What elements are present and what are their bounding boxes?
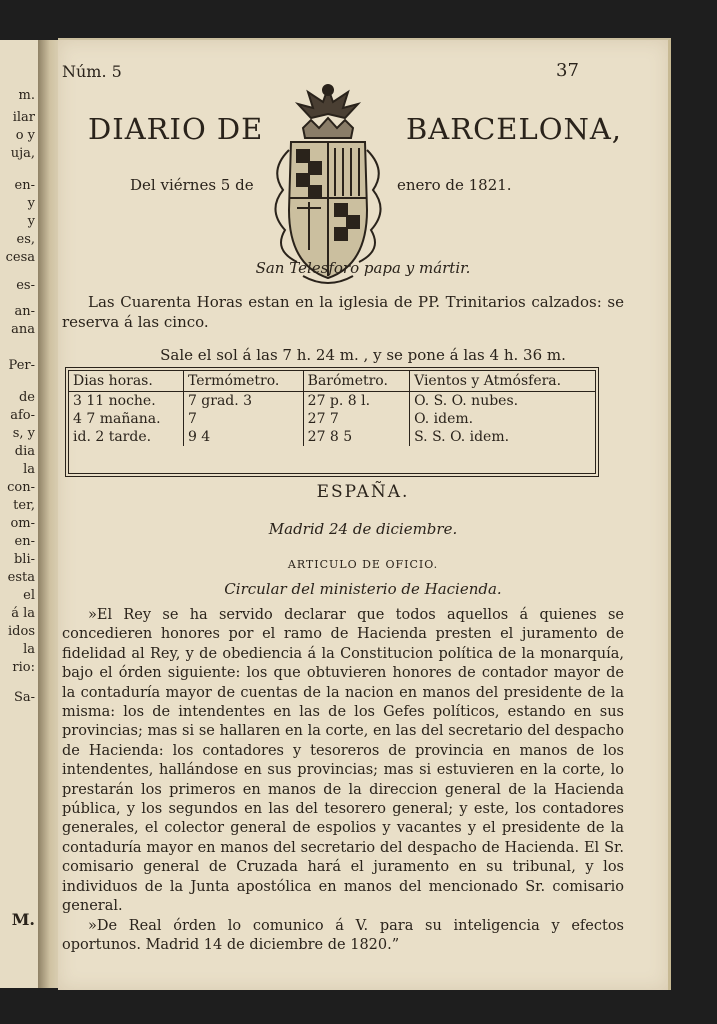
article-body [62, 606, 624, 955]
issue-number: Núm. 5 [62, 62, 122, 81]
left-page-text-fragment: ter, [13, 498, 35, 513]
left-page-text-fragment: de [18, 390, 35, 405]
left-page-text-fragment: ana [11, 322, 35, 337]
table-row [69, 392, 595, 411]
left-page-text-fragment: rio: [12, 660, 35, 675]
sunrise-sunset: Sale el sol á las 7 h. 24 m. , y se pone á las 4 h. 36 m. [160, 346, 566, 364]
weather-cell: id. 2 tarde. [73, 429, 152, 445]
article-label: ARTICULO DE OFICIO. [287, 558, 439, 571]
weather-cell: 7 [183, 410, 303, 428]
body-paragraph: »El Rey se ha servido declarar que todos aquellos á quienes se concedieren honores por el ramo de Hacienda presten el juramento de fidelidad al Rey, y de obediencia á la Constitucion política de la monarquía, bajo el órden siguiente: los que obtuvieren honores de contador mayor de la contaduría mayor de cuentas de la nacion en manos del presidente de la misma: los de intendentes en las de los Gefes políticos, estando en sus provincias; mas si se hallaren en la corte, en las del secretario del despacho de Hacienda: los contadores y tesoreros de provincia en manos de los intendentes, hallándose en sus provincias; mas si estuvieren en la corte, lo prestarán los primeros en manos de la direccion general de la Hacienda pública, y los segundos en las del tesorero general; y este, los contadores generales, el colector general de espolios y vacantes y el presidente de la contaduría mayor en manos del secretario del despacho de Hacienda. El Sr. comisario general de Cruzada hará el juramento en su tribunal, y los individuos de la Junta apostólica en manos del mencionado Sr. comisario general. [62, 607, 624, 915]
circular-title: Circular del ministerio de Hacienda. [224, 580, 502, 598]
weather-header: Dias horas. [69, 371, 183, 392]
newspaper-page [58, 38, 671, 990]
left-page-text-fragment: el [23, 588, 35, 603]
left-page-text-fragment: esta [7, 570, 35, 585]
weather-header: Barómetro. [303, 371, 409, 392]
weather-cell: 27 7 [303, 410, 409, 428]
forty-hours-notice: Las Cuarenta Horas estan en la iglesia de PP. Trinitarios calzados: se reserva á las cinco. [62, 293, 624, 331]
left-page-text-fragment: á la [11, 606, 35, 621]
weather-cell: 3 11 noche. [73, 393, 156, 409]
left-page-text-fragment: o y [15, 128, 35, 143]
section-heading: ESPAÑA. [316, 482, 410, 502]
weather-header: Termómetro. [183, 371, 303, 392]
issue-date-left: Del viérnes 5 de [130, 176, 254, 194]
body-paragraph: »De Real órden lo comunico á V. para su inteligencia y efectos oportunos. Madrid 14 de diciembre de 1820.” [62, 917, 624, 953]
weather-cell: 7 grad. 3 [183, 392, 303, 411]
weather-cell: S. S. O. idem. [410, 428, 595, 446]
left-page-text-fragment: om- [10, 516, 35, 531]
saint-of-day: San Telesforo papa y mártir. [255, 259, 471, 277]
weather-cell: 9 4 [183, 428, 303, 446]
left-page-text-fragment: y [27, 196, 35, 211]
left-page-text-fragment: afo- [10, 408, 35, 423]
weather-table [65, 367, 599, 477]
page-number: 37 [556, 60, 579, 81]
left-page-text-fragment: an- [14, 304, 35, 319]
left-page-text-fragment: ilar [12, 110, 35, 125]
weather-header: Vientos y Atmósfera. [410, 371, 595, 392]
left-page-text-fragment: m. [18, 88, 35, 103]
left-page-text-fragment: s, y [12, 426, 35, 441]
weather-cell: 27 8 5 [303, 428, 409, 446]
left-page-text-fragment: M. [11, 910, 35, 929]
left-page-text-fragment: con- [7, 480, 35, 495]
table-row [69, 428, 595, 446]
left-page-text-fragment: la [23, 462, 35, 477]
left-page-fragment [0, 40, 40, 988]
left-page-text-fragment: uja, [10, 146, 35, 161]
left-page-text-fragment: bli- [13, 552, 35, 567]
issue-date-right: enero de 1821. [397, 176, 512, 194]
weather-cell: 27 p. 8 l. [303, 392, 409, 411]
left-page-text-fragment: dia [14, 444, 35, 459]
left-page-text-fragment: Per- [8, 358, 35, 373]
left-page-text-fragment: cesa [5, 250, 35, 265]
left-page-text-fragment: en- [14, 534, 35, 549]
weather-cell: O. idem. [410, 410, 595, 428]
left-page-text-fragment: Sa- [13, 690, 35, 705]
coat-of-arms-emblem [263, 80, 393, 285]
masthead-title-right: BARCELONA, [406, 112, 623, 146]
left-page-text-fragment: y [27, 214, 35, 229]
masthead-title-left: DIARIO DE [88, 112, 264, 146]
left-page-text-fragment: es- [16, 278, 35, 293]
left-page-text-fragment: en- [14, 178, 35, 193]
weather-cell: O. S. O. nubes. [410, 392, 595, 411]
weather-cell: 4 7 mañana. [73, 411, 161, 427]
left-page-text-fragment: la [23, 642, 35, 657]
dateline: Madrid 24 de diciembre. [268, 520, 458, 538]
left-page-text-fragment: idos [8, 624, 35, 639]
table-row [69, 410, 595, 428]
left-page-text-fragment: es, [16, 232, 35, 247]
